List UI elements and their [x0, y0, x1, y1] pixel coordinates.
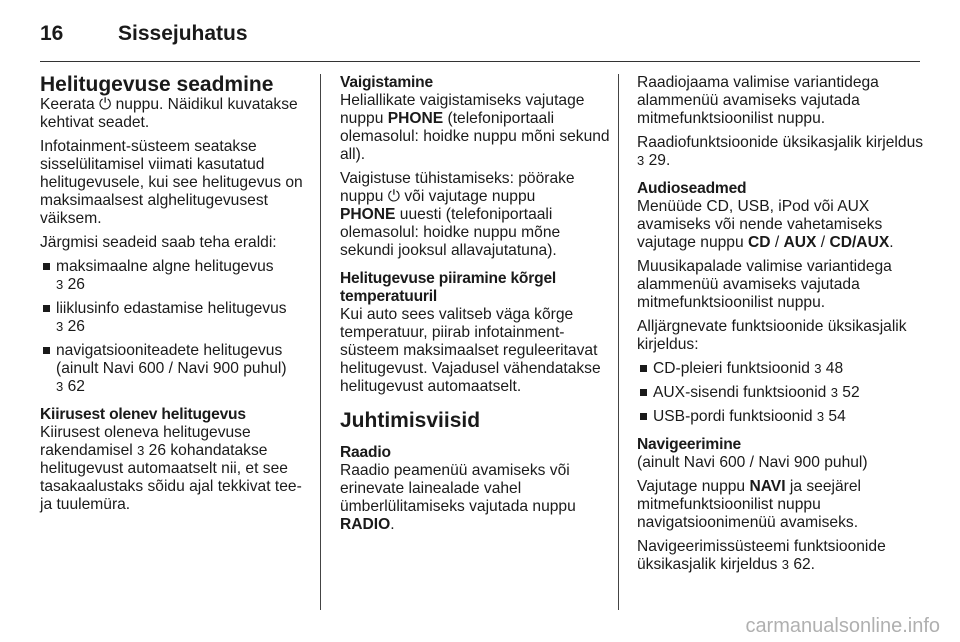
- paragraph: Vajutage nuppu NAVI ja seejärel mitmefunktsioonilist nuppu navigatsioonimenüü avamiseks.: [637, 478, 861, 531]
- paragraph: Heliallikate vaigistamiseks vajutage nuppu PHONE (telefoniportaali olemasolul: hoidke nuppu mõni sekund all).: [340, 92, 610, 163]
- paragraph: Raadiofunktsioonide üksikasjalik kirjeldus 3 29.: [637, 134, 924, 169]
- page-ref-arrow-icon: 3: [830, 385, 838, 400]
- button-label-phone: PHONE: [340, 206, 396, 223]
- bullet-icon: [43, 305, 50, 312]
- page-title: Sissejuhatus: [118, 22, 248, 45]
- column-3: [637, 74, 927, 580]
- page-ref-arrow-icon: 3: [137, 443, 145, 458]
- paragraph: (ainult Navi 600 / Navi 900 puhul): [637, 454, 868, 471]
- list-item: navigatsiooniteadete helitugevus (ainult Navi 600 / Navi 900 puhul) 3 62: [40, 342, 312, 396]
- column-2: [340, 74, 616, 540]
- watermark: carmanualsonline.info: [745, 615, 940, 637]
- heading-temp-limit: Helitugevuse piiramine kõrgel temperatuuril: [340, 270, 557, 305]
- list-item: maksimaalne algne helitugevus 3 26: [40, 258, 312, 294]
- paragraph: Raadiojaama valimise variantidega alammenüü avamiseks vajutada mitmefunktsioonilist nuppu.: [637, 74, 879, 127]
- heading-volume: Helitugevuse seadmine: [40, 73, 274, 96]
- paragraph: Infotainment-süsteem seatakse sisselülitamisel viimati kasutatud helitugevusele, kui see helitugevus on maksimaalsest alghelitugevusest väiksem.: [40, 138, 303, 227]
- page-ref-arrow-icon: 3: [814, 361, 822, 376]
- bullet-icon: [640, 413, 647, 420]
- paragraph: Alljärgnevate funktsioonide üksikasjalik kirjeldus:: [637, 318, 907, 353]
- page-ref-arrow-icon: 3: [781, 557, 789, 572]
- list-item: CD-pleieri funktsioonid 3 48: [637, 360, 927, 378]
- page-number: 16: [40, 22, 64, 45]
- page-ref-arrow-icon: 3: [56, 379, 64, 394]
- power-knob-icon: ⏻: [98, 96, 112, 113]
- page-ref-arrow-icon: 3: [56, 319, 64, 334]
- page-ref-arrow-icon: 3: [816, 409, 825, 424]
- heading-speed-volume: Kiirusest olenev helitugevus: [40, 406, 246, 423]
- bullet-icon: [43, 347, 50, 354]
- paragraph: Kiirusest oleneva helitugevuse rakendamisel 3 26 kohandatakse helitugevust automaatselt nii, et see tasakaalustaks sõidu ajal tekkivat tee- ja tuulemüra.: [40, 424, 302, 513]
- header-rule: [40, 61, 920, 62]
- paragraph: Kui auto sees valitseb väga kõrge temperatuur, piirab infotainment-süsteem maksimaalset reguleeritavat helitugevust. Vajadusel vähendatakse helitugevust automaatselt.: [340, 306, 601, 395]
- button-label-radio: RADIO: [340, 516, 391, 533]
- heading-operation-modes: Juhtimisviisid: [340, 409, 481, 432]
- bullet-icon: [640, 365, 647, 372]
- page-header: [0, 0, 960, 62]
- list-item: AUX-sisendi funktsioonid 3 52: [637, 384, 927, 402]
- button-label-navi: NAVI: [749, 478, 786, 495]
- power-knob-icon: ⏻: [387, 188, 401, 205]
- heading-audio: Audioseadmed: [637, 180, 747, 197]
- paragraph: Vaigistuse tühistamiseks: pöörake nuppu ⏻ või vajutage nuppu PHONE uuesti (telefoniportaali olemasolul: hoidke nuppu mõne sekundi jooksul allavajutatuna).: [340, 170, 575, 259]
- page-ref-arrow-icon: 3: [56, 277, 64, 292]
- column-1: [40, 74, 312, 520]
- button-label-phone: PHONE: [387, 110, 444, 127]
- heading-radio: Raadio: [340, 444, 391, 461]
- paragraph: Raadio peamenüü avamiseks või erinevate lainealade vahel ümberlülitamiseks vajutada nuppu RADIO.: [340, 462, 576, 533]
- paragraph: Keerata ⏻ nuppu. Näidikul kuvatakse kehtivat seadet.: [40, 96, 298, 131]
- heading-navigation: Navigeerimine: [637, 436, 742, 453]
- column-divider: [618, 74, 619, 610]
- list-item: USB-pordi funktsioonid 3 54: [637, 408, 927, 426]
- paragraph: Navigeerimissüsteemi funktsioonide üksikasjalik kirjeldus 3 62.: [637, 538, 886, 573]
- bullet-icon: [43, 263, 50, 270]
- list-item: liiklusinfo edastamise helitugevus 3 26: [40, 300, 312, 336]
- paragraph: Muusikapalade valimise variantidega alammenüü avamiseks vajutada mitmefunktsioonilist nuppu.: [637, 258, 892, 311]
- column-divider: [320, 74, 321, 610]
- page-ref-arrow-icon: 3: [637, 153, 645, 168]
- paragraph: Järgmisi seadeid saab teha eraldi:: [40, 234, 277, 251]
- bullet-icon: [640, 389, 647, 396]
- heading-mute: Vaigistamine: [340, 74, 433, 91]
- paragraph: Menüüde CD, USB, iPod või AUX avamiseks või nende vahetamiseks vajutage nuppu CD / AUX / CD/AUX.: [637, 198, 894, 251]
